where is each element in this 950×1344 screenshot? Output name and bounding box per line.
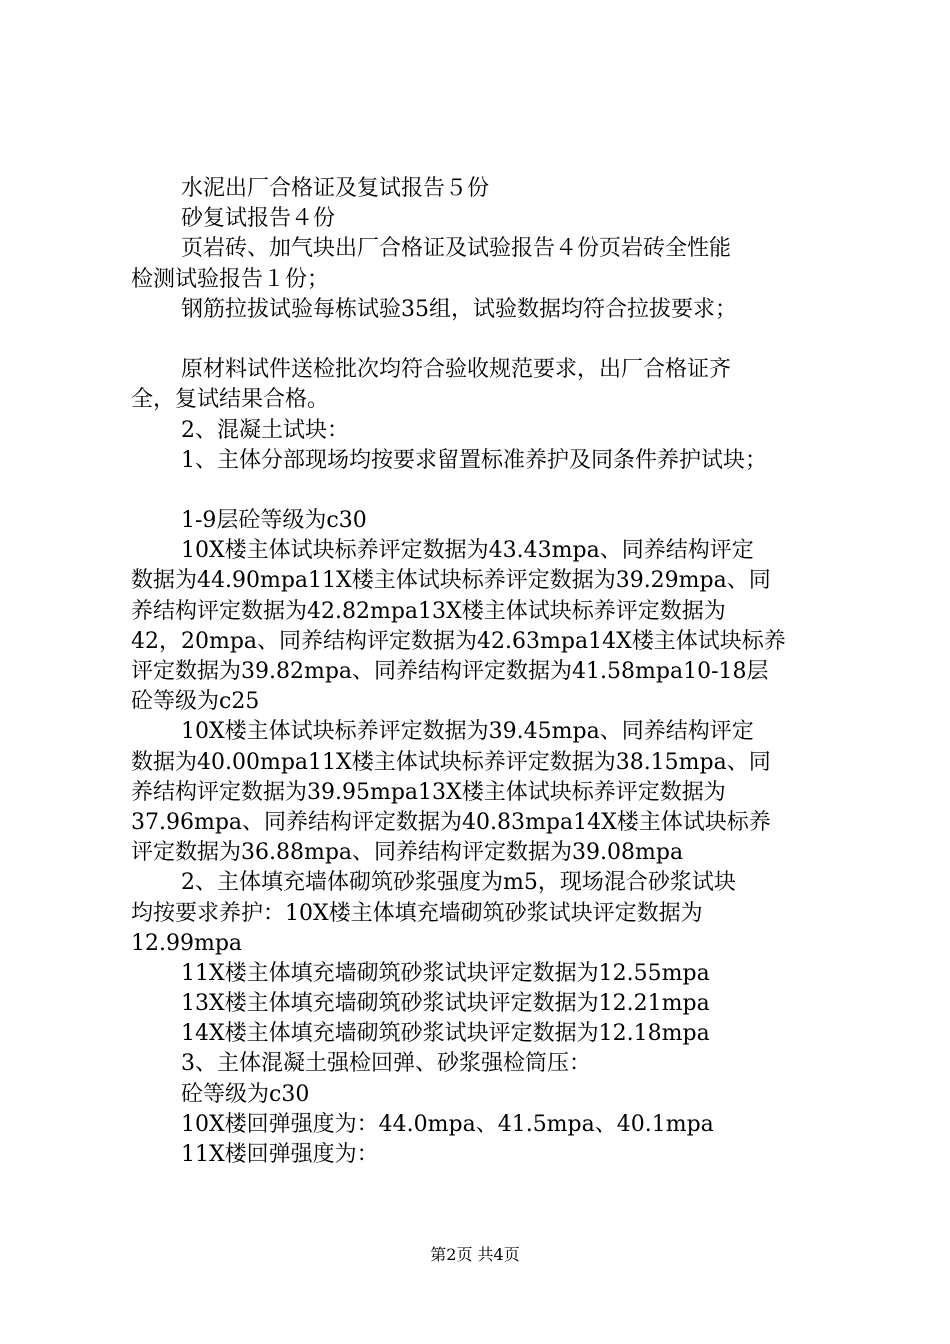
blank-line	[131, 476, 831, 506]
text-line: 10X楼主体试块标养评定数据为43.43mpa、同养结构评定	[181, 538, 754, 564]
text-line: 页岩砖、加气块出厂合格证及试验报告４份页岩砖全性能	[181, 236, 732, 262]
text-line: 42，20mpa、同养结构评定数据为42.63mpa14X楼主体试块标养	[131, 628, 786, 654]
text-line: 11X楼回弹强度为：	[181, 1142, 379, 1167]
text-line: 12.99mpa	[131, 930, 243, 956]
text-line: 14X楼主体填充墙砌筑砂浆试块评定数据为12.18mpa	[181, 1021, 710, 1047]
page-number-footer: 第2页 共4页	[430, 1245, 520, 1264]
section-heading: 3、主体混凝土强检回弹、砂浆强检筒压：	[181, 1051, 591, 1077]
text-line: 钢筋拉拔试验每栋试验35组，试验数据均符合拉拔要求；	[181, 296, 737, 322]
text-line: 均按要求养护：10X楼主体填充墙砌筑砂浆试块评定数据为	[131, 900, 703, 926]
text-line: 1-9层砼等级为c30	[181, 508, 367, 534]
document-body	[131, 174, 831, 1170]
text-line: 数据为40.00mpa11X楼主体试块标养评定数据为38.15mpa、同	[131, 749, 771, 775]
text-line: 砼等级为c25	[131, 689, 260, 715]
text-line: 数据为44.90mpa11X楼主体试块标养评定数据为39.29mpa、同	[131, 568, 771, 594]
text-line: 2、主体填充墙体砌筑砂浆强度为m5，现场混合砂浆试块	[181, 870, 736, 896]
text-line: 11X楼主体填充墙砌筑砂浆试块评定数据为12.55mpa	[181, 960, 710, 986]
text-line: 评定数据为36.88mpa、同养结构评定数据为39.08mpa	[131, 840, 684, 866]
text-line: 37.96mpa、同养结构评定数据为40.83mpa14X楼主体试块标养	[131, 809, 771, 835]
blank-line	[131, 325, 831, 355]
text-line: 13X楼主体填充墙砌筑砂浆试块评定数据为12.21mpa	[181, 991, 710, 1017]
text-line: 原材料试件送检批次均符合验收规范要求，出厂合格证齐	[181, 357, 732, 383]
text-line: 砼等级为c30	[181, 1081, 310, 1107]
text-line: 检测试验报告１份；	[131, 266, 330, 292]
text-line: 10X楼回弹强度为：44.0mpa、41.5mpa、40.1mpa	[181, 1111, 714, 1137]
text-line: 1、主体分部现场均按要求留置标准养护及同条件养护试块；	[181, 447, 767, 473]
text-line: 养结构评定数据为42.82mpa13X楼主体试块标养评定数据为	[131, 598, 726, 624]
section-heading: 2、混凝土试块：	[181, 417, 349, 443]
text-line: 砂复试报告４份	[181, 206, 336, 232]
text-line: 水泥出厂合格证及复试报告５份	[181, 176, 490, 201]
text-line: 10X楼主体试块标养评定数据为39.45mpa、同养结构评定	[181, 719, 754, 745]
text-line: 评定数据为39.82mpa、同养结构评定数据为41.58mpa10-18层	[131, 659, 769, 684]
text-line: 全，复试结果合格。	[131, 387, 330, 413]
text-line: 养结构评定数据为39.95mpa13X楼主体试块标养评定数据为	[131, 779, 726, 805]
